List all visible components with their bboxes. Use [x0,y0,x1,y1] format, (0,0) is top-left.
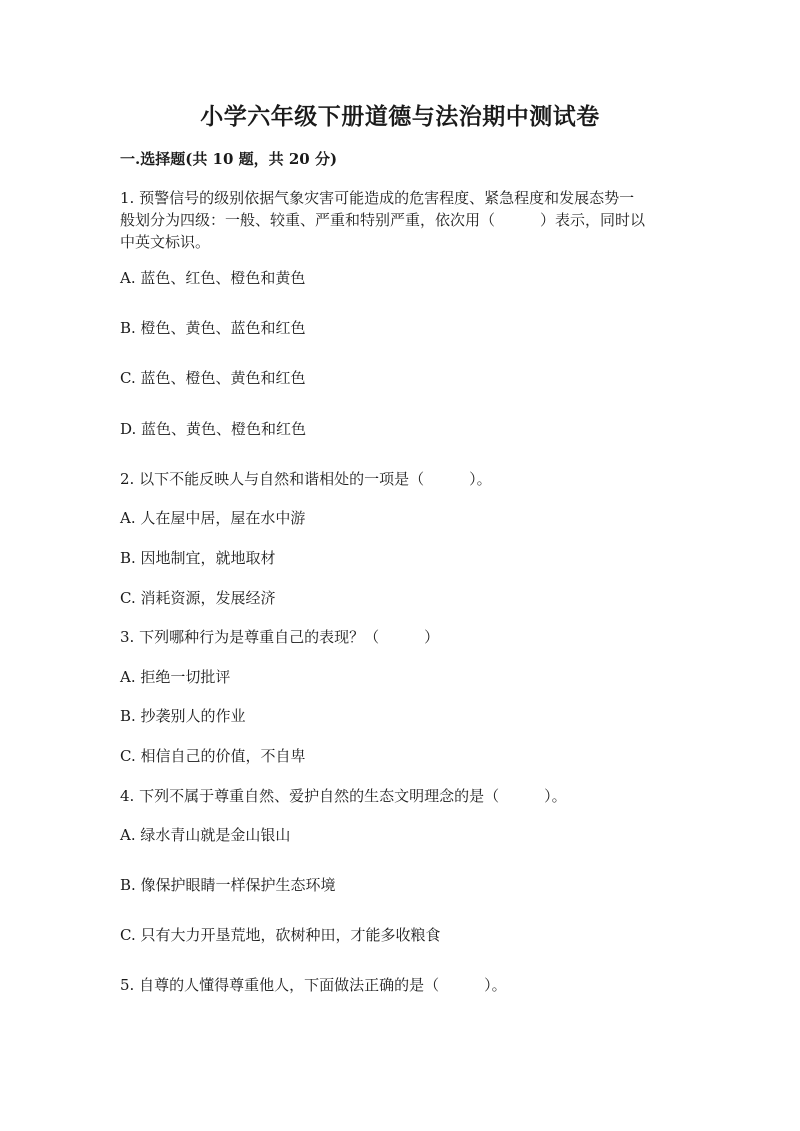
question-3-option-c: C. 相信自己的价值，不自卑 [120,747,306,765]
question-2-option-a: A. 人在屋中居，屋在水中游 [120,509,306,527]
question-4-option-b: B. 像保护眼睛一样保护生态环境 [120,876,336,894]
question-4-stem: 4. 下列不属于尊重自然、爱护自然的生态文明理念的是（ ）。 [120,787,567,805]
question-1-line-3: 中英文标识。 [120,233,211,251]
question-2-option-c: C. 消耗资源，发展经济 [120,589,276,607]
question-2-stem: 2. 以下不能反映人与自然和谐相处的一项是（ ）。 [120,470,492,488]
question-3-option-a: A. 拒绝一切批评 [120,668,231,686]
question-1-option-c: C. 蓝色、橙色、黄色和红色 [120,369,306,387]
question-1-option-a: A. 蓝色、红色、橙色和黄色 [120,269,306,287]
question-1-line-1: 1. 预警信号的级别依据气象灾害可能造成的危害程度、紧急程度和发展态势一 [120,189,635,207]
question-1-option-b: B. 橙色、黄色、蓝色和红色 [120,319,306,337]
question-4-option-a: A. 绿水青山就是金山银山 [120,826,291,844]
question-5-stem: 5. 自尊的人懂得尊重他人，下面做法正确的是（ ）。 [120,976,507,994]
question-3-stem: 3. 下列哪种行为是尊重自己的表现？（ ） [120,628,440,646]
page-title: 小学六年级下册道德与法治期中测试卷 [200,103,600,130]
section-heading: 一.选择题(共 10 题，共 20 分) [120,150,338,168]
question-3-option-b: B. 抄袭别人的作业 [120,707,246,725]
question-4-option-c: C. 只有大力开垦荒地，砍树种田，才能多收粮食 [120,926,441,944]
question-2-option-b: B. 因地制宜，就地取材 [120,549,276,567]
question-1-line-2: 般划分为四级：一般、较重、严重和特别严重，依次用（ ）表示，同时以 [120,211,646,229]
question-1-option-d: D. 蓝色、黄色、橙色和红色 [120,420,307,438]
question-1-stem [120,187,680,253]
